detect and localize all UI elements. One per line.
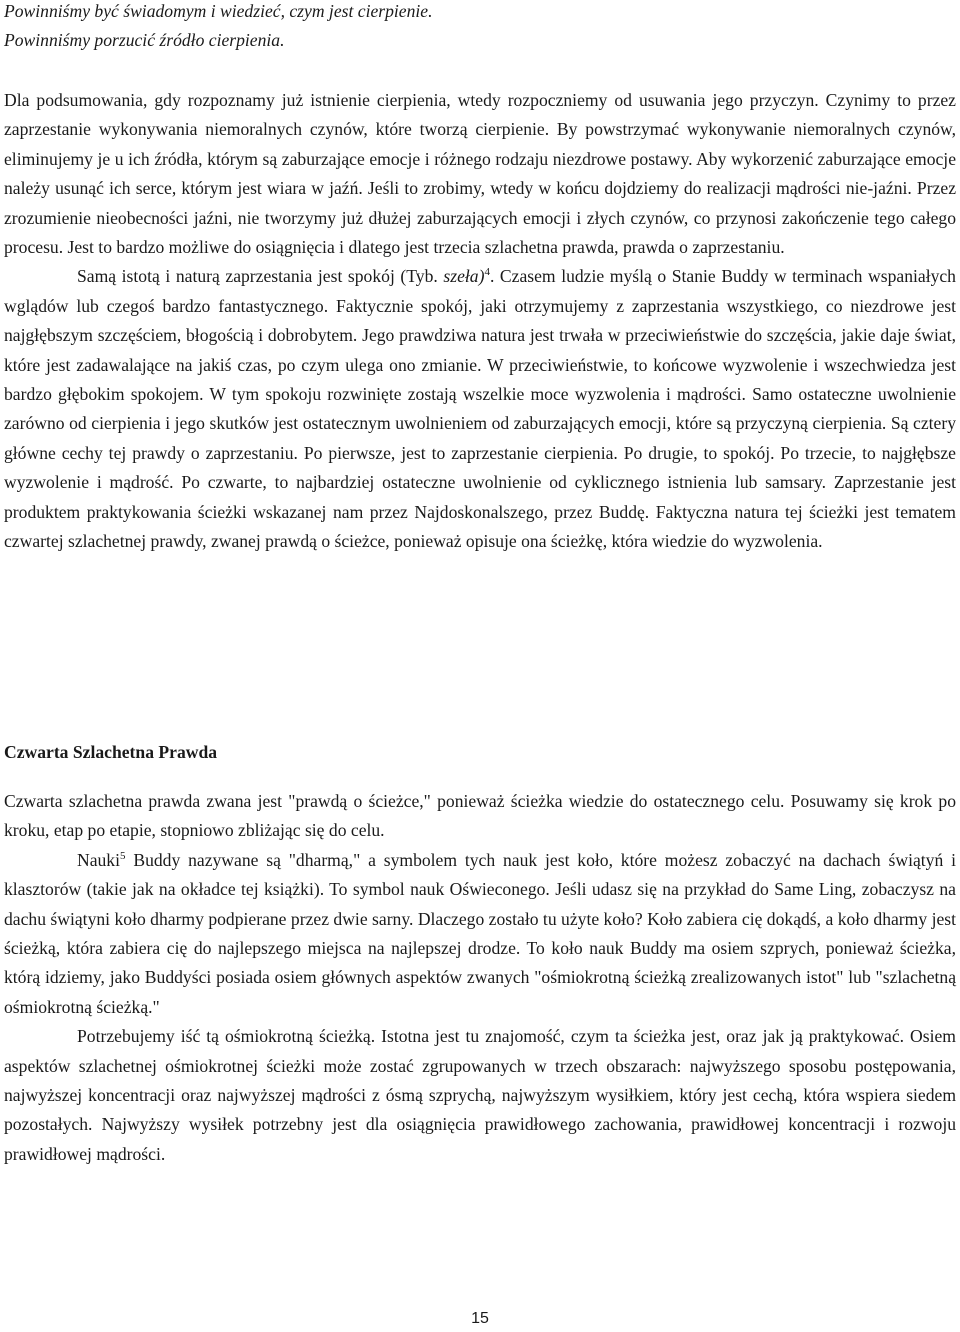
section-body-cessation bbox=[4, 86, 956, 557]
paragraph-summary: Dla podsumowania, gdy rozpoznamy już istnienie cierpienia, wtedy rozpoczniemy od usuwania jego przyczyn. Czynimy to przez zaprzestanie wykonywania niemoralnych czynów, które tworzą cierpienie. By powstrzymać wykonywanie niemoralnych czynów, eliminujemy je u ich źródła, którym są zaburzające emocje i różnego rodzaju niezdrowe postawy. Aby wykorzenić zaburzające emocje należy usunąć ich serce, którym jest wiara w jaźń. Jeśli to zrobimy, wtedy w końcu dojdziemy do realizacji mądrości nie-jaźni. Przez zrozumienie nieobecności jaźni, nie tworzymy już dłużej zaburzających emocji i złych czynów, co przynosi zakończenie tego całego procesu. Jest to bardzo możliwe do osiągnięcia i dlatego jest trzecia szlachetna prawda, prawda o zaprzestaniu. bbox=[4, 90, 956, 258]
paragraph-peace-rest: . Czasem ludzie myślą o Stanie Buddy w terminach wspaniałych wglądów lub czegoś bardzo fantastycznego. Faktycznie spokój, jaki otrzymujemy z zaprzestania wszystkiego, co niezdrowe jest najgłębszym szczęściem, błogością i dobrobytem. Jego prawdziwa natura jest trwała w przeciwieństwie do szczęścia, jakie daje świat, które jest zadawalające na jakiś czas, po czym ulega ono zmianie. W przeciwieństwie, to końcowe wyzwolenie i wszechwiedza jest bardzo głębokim spokojem. W tym spokoju rozwinięte zostają wszelkie moce wyzwolenia i mądrości. Samo ostateczne uwolnienie zarówno od cierpienia i jego skutków jest ostatecznym uwolnieniem od zaburzających emocji, które są przyczyną cierpienia. Są cztery główne cechy tej prawdy o zaprzestaniu. Po pierwsze, jest to zaprzestanie cierpienia. Po drugie, to spokój. Po trzecie, to najgłębsze wyzwolenie i mądrość. Po czwarte, to najbardziej ostateczne uwolnienie od cyklicznego istnienia lub samsary. Zaprzestanie jest produktem praktykowania ścieżki wskazanej nam przez Najdoskonalszego, przez Buddę. Faktyczna natura tej ścieżki jest tematem czwartej szlachetnej prawdy, zwanej prawdą o ścieżce, ponieważ opisuje ona ścieżkę, która wiedzie do wyzwolenia. bbox=[4, 266, 956, 552]
intro-line-2: Powinniśmy porzucić źródło cierpienia. bbox=[4, 30, 285, 51]
paragraph-peace-start: Samą istotą i naturą zaprzestania jest spokój (Tyb. bbox=[77, 266, 444, 287]
tibetan-term: szeła) bbox=[443, 266, 485, 287]
paragraph-path-intro: Czwarta szlachetna prawda zwana jest "prawdą o ścieżce," ponieważ ścieżka wiedzie do ostatecznego celu. Posuwamy się krok po kroku, etap po etapie, stopniowo zbliżając się do celu. bbox=[4, 791, 956, 841]
paragraph-dharma-rest: Buddy nazywane są "dharmą," a symbolem tych nauk jest koło, które możesz zobaczyć na dachach świątyń i klasztorów (takie jak na okładce tej książki). To symbol nauk Oświeconego. Jeśli udasz się na przykład do Same Ling, zobaczysz na dachu świątyni koło dharmy podpierane przez dwie sarny. Dlaczego zostało tu użyte koło? Koło zabiera cię dokądś, a koło dharmy jest ścieżką, która zabiera cię do najlepszego miejsca na najlepszej drodze. To koło nauk Buddy ma osiem szprych, ponieważ ścieżka, którą idziemy, jako Buddyści posiada osiem głównych aspektów zwanych "ośmiokrotną ścieżką zrealizowanych istot" lub "szlachetną ośmiokrotną ścieżką." bbox=[4, 849, 956, 1017]
footnote-marker-5: 5 bbox=[120, 849, 126, 862]
section-body-path bbox=[4, 787, 956, 1169]
page-number: 15 bbox=[471, 1310, 489, 1327]
paragraph-peace bbox=[4, 262, 956, 556]
paragraph-dharma-start: Nauki bbox=[77, 849, 120, 870]
paragraph-dharma-wheel bbox=[4, 846, 956, 1022]
paragraph-eightfold-path: Potrzebujemy iść tą ośmiokrotną ścieżką. Istotna jest tu znajomość, czym ta ścieżka jest, oraz jak ją praktykować. Osiem aspektów szlachetnej ośmiokrotnej ścieżki może zostać zgrupowanych w trzech obszarach: najwyższego sposobu postępowania, najwyższej koncentracji oraz najwyższej mądrości z ósmą szprychą, najwyższym wysiłkiem, który jest cechą, która wspiera siedem pozostałych. Najwyższy wysiłek potrzebny jest dla osiągnięcia prawidłowego zachowania, prawidłowej koncentracji i rozwoju prawidłowej mądrości. bbox=[4, 1026, 956, 1164]
section-heading: Czwarta Szlachetna Prawda bbox=[4, 742, 218, 762]
intro-italic-lines bbox=[4, 0, 956, 56]
intro-line-1: Powinniśmy być świadomym i wiedzieć, czym jest cierpienie. bbox=[4, 1, 433, 21]
footnote-marker-4: 4 bbox=[484, 266, 490, 279]
